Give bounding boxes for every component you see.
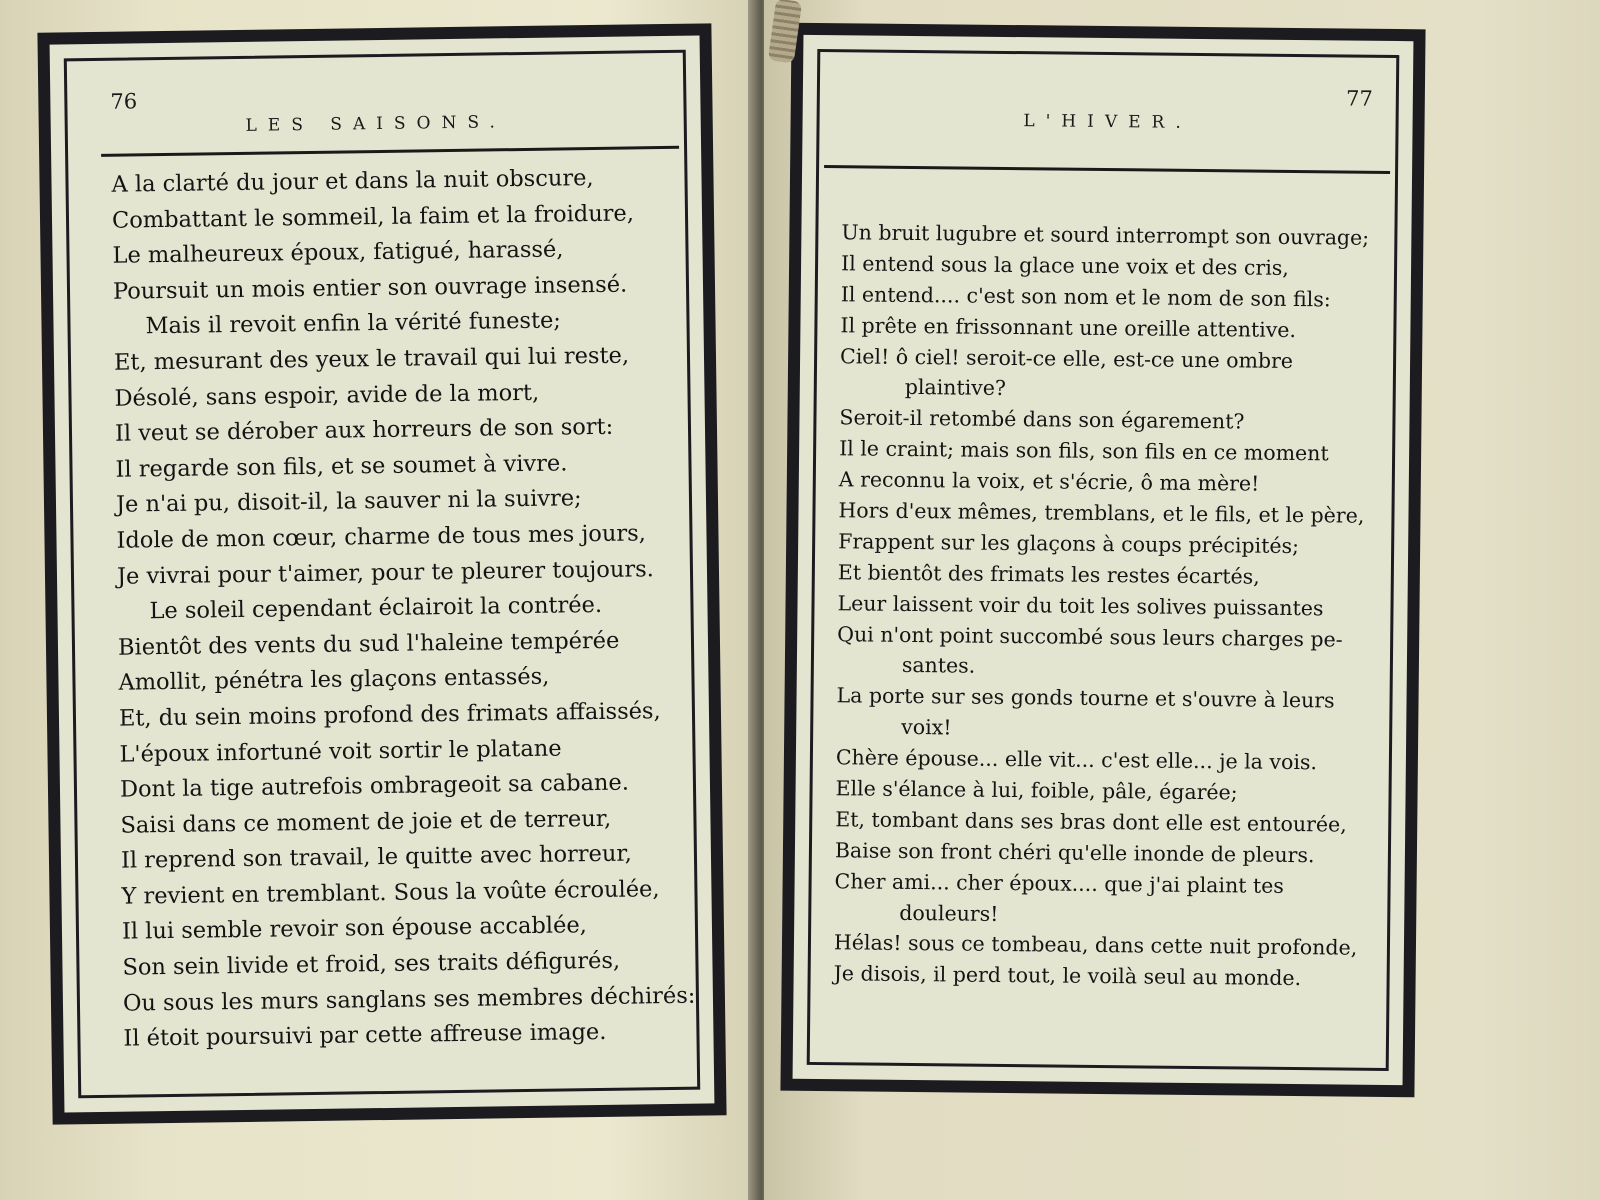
verse-line: Désolé, sans espoir, avide de la mort, [114, 379, 540, 412]
verse-line: Hors d'eux mêmes, tremblans, et le fils, et le père, [838, 498, 1365, 528]
verse-line: Ou sous les murs sanglans ses membres déchirés: [122, 982, 696, 1017]
verse-line: L'époux infortuné voit sortir le platane [119, 735, 562, 768]
verse-line: Idole de mon cœur, charme de tous mes jours, [116, 520, 646, 554]
verse-line: Le malheureux époux, fatigué, harassé, [112, 236, 564, 269]
verse-line: Cher ami... cher époux.... que j'ai plaint tes [834, 868, 1284, 898]
verse-line: Mais il revoit enfin la vérité funeste; [145, 307, 562, 340]
verse-line: Il le craint; mais son fils, son fils en ce moment [839, 436, 1329, 466]
verse-line: voix! [901, 715, 952, 740]
right-page [764, 0, 1600, 1200]
right-page-number: 77 [1345, 86, 1373, 111]
verse-line: Frappent sur les glaçons à coups précipités; [838, 529, 1300, 558]
verse-line: Je n'ai pu, disoit-il, la sauver ni la suivre; [115, 485, 582, 519]
left-running-head: LES SAISONS. [245, 112, 506, 136]
verse-line: Le soleil cependant éclairoit la contrée. [149, 592, 603, 625]
verse-line: plaintive? [904, 375, 1007, 401]
verse-line: Et, tombant dans ses bras dont elle est entourée, [835, 807, 1347, 837]
verse-line: Et, du sein moins profond des frimats affaissés, [118, 698, 661, 732]
verse-line: Il veut se dérober aux horreurs de son sort: [114, 413, 614, 447]
verse-line: Ciel! ô ciel! seroit-ce elle, est-ce une ombre [839, 343, 1294, 373]
verse-line: Et bientôt des frimats les restes écartés, [837, 560, 1260, 589]
right-page-border-frame [780, 23, 1425, 1098]
verse-line: Il regarde son fils, et se soumet à vivre. [115, 450, 568, 483]
verse-line: Leur laissent voir du toit les solives puissantes [837, 590, 1324, 620]
verse-line: A reconnu la voix, et s'écrie, ô ma mère! [838, 467, 1260, 496]
left-page-border-frame [37, 23, 726, 1124]
verse-line: Son sein livide et froid, ses traits défigurés, [122, 947, 621, 981]
verse-line: Il entend.... c'est son nom et le nom de son fils: [840, 282, 1331, 312]
verse-line: A la clarté du jour et dans la nuit obscure, [111, 165, 594, 198]
verse-line: Je vivrai pour t'aimer, pour te pleurer toujours. [116, 555, 654, 590]
verse-line: Combattant le sommeil, la faim et la froidure, [111, 200, 635, 234]
verse-line: Baise son front chéri qu'elle inonde de pleurs. [834, 838, 1315, 868]
right-verse-block [833, 217, 1401, 995]
verse-line: Il prête en frissonnant une oreille attentive. [840, 312, 1297, 342]
verse-line: Saisi dans ce moment de joie et de terreur, [120, 805, 612, 839]
verse-line: Amollit, pénétra les glaçons entassés, [118, 663, 550, 697]
verse-line: Elle s'élance à lui, foible, pâle, égarée; [835, 776, 1238, 805]
verse-line: La porte sur ses gonds tourne et s'ouvre à leurs [836, 683, 1335, 713]
verse-line: Dont la tige autrefois ombrageoit sa cabane. [119, 769, 630, 803]
verse-line: Bientôt des vents du sud l'haleine tempérée [117, 627, 620, 661]
verse-line: Je disois, il perd tout, le voilà seul au monde. [833, 961, 1302, 991]
verse-line: santes. [901, 653, 976, 679]
verse-line: Il étoit poursuivi par cette affreuse image. [123, 1019, 607, 1052]
left-page [0, 0, 760, 1200]
verse-line: Et, mesurant des yeux le travail qui lui reste, [113, 342, 630, 376]
verse-line: Chère épouse... elle vit... c'est elle... je la vois. [835, 745, 1318, 775]
verse-line: Y revient en tremblant. Sous la voûte écroulée, [121, 876, 660, 910]
verse-line: douleurs! [899, 900, 999, 926]
verse-line: Un bruit lugubre et sourd interrompt son ouvrage; [841, 220, 1370, 250]
verse-line: Qui n'ont point succombé sous leurs charges pe- [837, 621, 1343, 652]
verse-line: Il reprend son travail, le quitte avec horreur, [120, 840, 633, 874]
verse-line: Seroit-il retombé dans son égarement? [839, 405, 1245, 434]
verse-line: Hélas! sous ce tombeau, dans cette nuit profonde, [833, 930, 1358, 961]
verse-line: Il entend sous la glace une voix et des cris, [840, 251, 1290, 280]
right-running-head: L'HIVER. [1023, 111, 1192, 133]
verse-line: Poursuit un mois entier son ouvrage insensé. [112, 271, 628, 305]
left-page-number: 76 [110, 89, 138, 114]
left-verse-block [111, 160, 703, 1058]
verse-line: Il lui semble revoir son épouse accablée, [121, 912, 588, 946]
